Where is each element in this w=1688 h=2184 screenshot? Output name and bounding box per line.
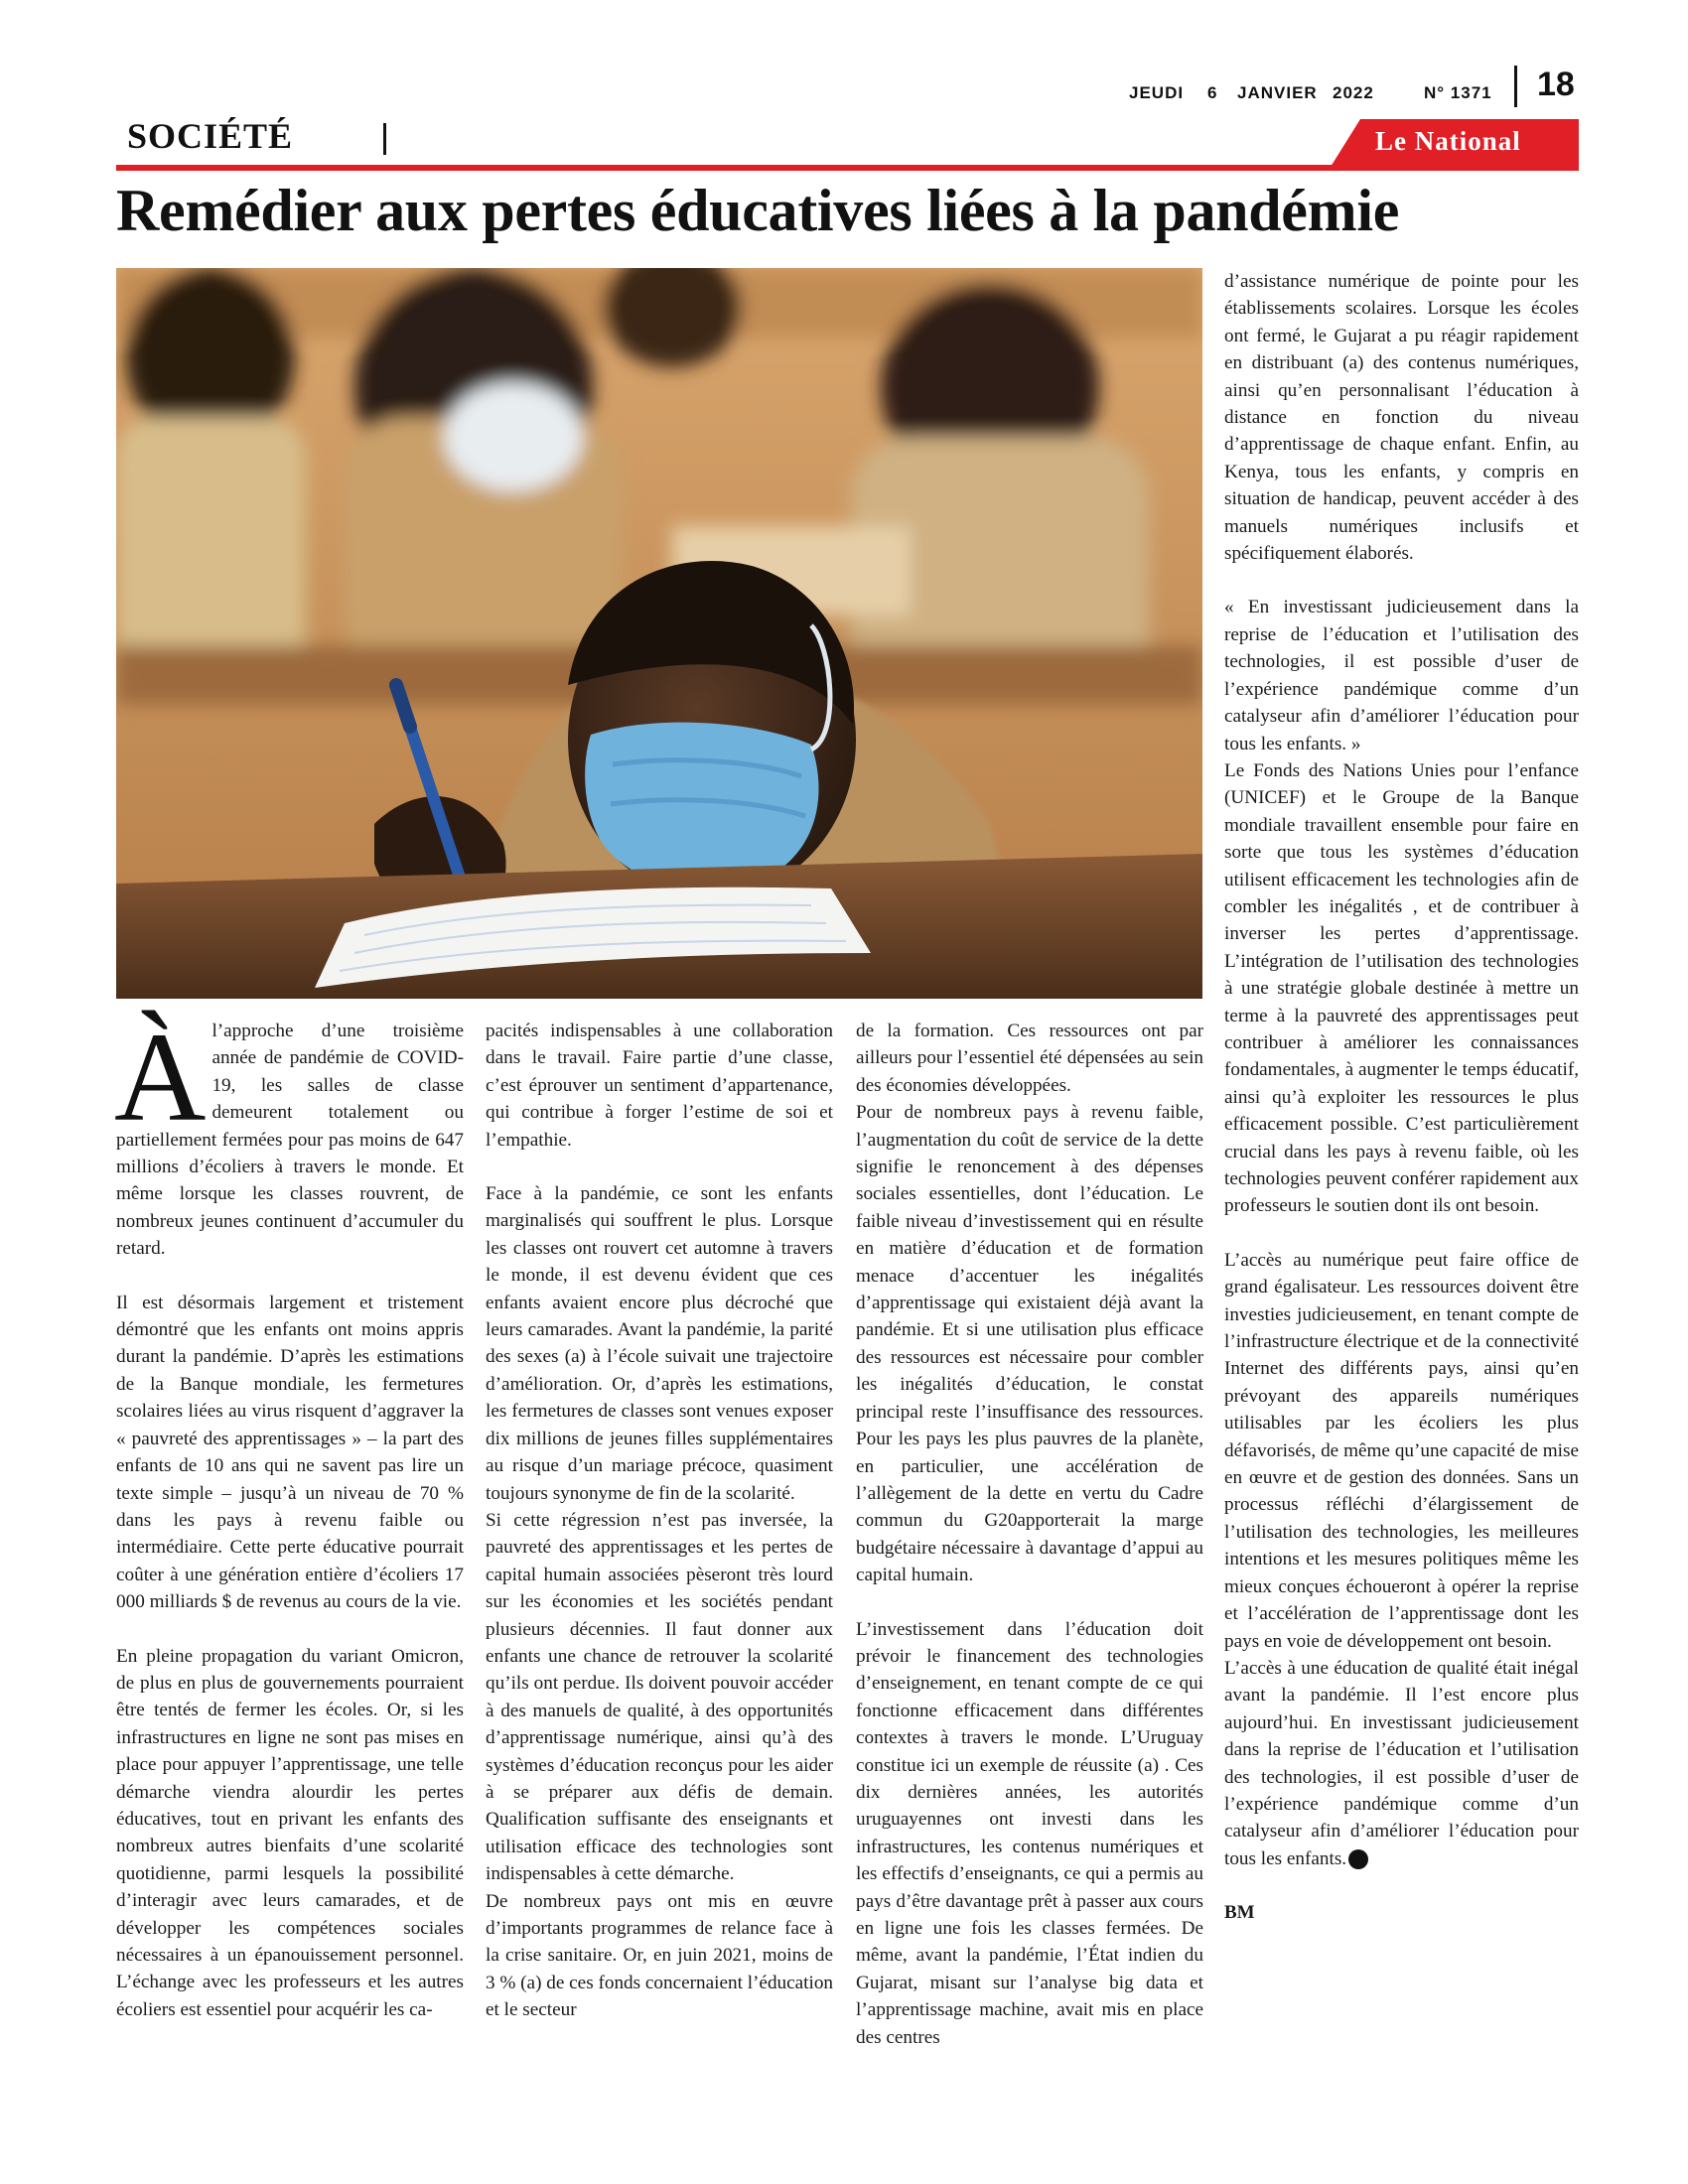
issue-year: 2022	[1333, 83, 1374, 102]
article-column-4	[1224, 268, 1579, 1927]
paragraph: L’investissement dans l’éducation doit prévoir le financement des technologies d’enseignement, en tenant compte de ce qui fonctionne efficacement dans différentes contextes à travers le monde. L’Uruguay constitue ici un exemple de réussite (a) . Ces dix dernières années, les autorités uruguayennes ont investi dans les infrastructures, les contenus numériques et les effectifs d’enseignants, ce qui a permis au pays d’être davantage prêt à passer aux cours en ligne une fois les classes fermées. De même, avant la pandémie, l’État indien du Gujarat, misant sur l’analyse big data et l’apprentissage machine, avait mis en place des centres	[856, 1618, 1203, 2048]
paragraph: L’accès à une éducation de qualité était inégal avant la pandémie. Il l’est encore plus aujourd’hui. En investissant judicieusement dans la reprise de l’éducation et l’utilisation des technologies, il est possible d’user de l’expérience pandémique comme d’un catalyseur afin d’améliorer l’éducation pour tous les enfants.	[1224, 1657, 1579, 1869]
paragraph: pacités indispensables à une collaboration dans le travail. Faire partie d’une classe, c’est éprouver un sentiment d’appartenance, qui contribue à forger l’estime de soi et l’empathie.	[486, 1021, 833, 1151]
paragraph: En pleine propagation du variant Omicron, de plus en plus de gouvernements pourraient être tentés de fermer les écoles. Or, si les infrastructures en ligne ne sont pas mises en place pour appuyer l’apprentissage, une telle démarche viendra alourdir les pertes éducatives, tout en privant les enfants des nombreux autres bienfaits d’une scolarité quotidienne, parmi lesquels la possibilité d’interagir avec leurs camarades, et de développer les compétences sociales nécessaires à un épanouissement personnel. L’échange avec les professeurs et les autres écoliers est essentiel pour acquérir les ca-	[116, 1645, 464, 2020]
article-title: Remédier aux pertes éducatives liées à la pandémie	[116, 178, 1400, 243]
paragraph: L’accès au numérique peut faire office de grand égalisateur. Les ressources doivent être investies judicieusement, en tenant compte de l’infrastructure électrique et de la connectivité Internet des différents pays, ainsi qu’en prévoyant des appareils numériques utilisables par les écoliers les plus défavorisés, de même qu’une capacité de mise en œuvre et de gestion des données. Sans un processus réfléchi d’élargissement de l’utilisation des technologies, les meilleures intentions et les mesures politiques même les mieux conçues échoueront à opérer la reprise et l’accélération de l’apprentissage dont les pays en voie de développement ont besoin.	[1224, 1249, 1579, 1652]
issue-month: JANVIER	[1237, 83, 1318, 102]
paragraph: Il est désormais largement et tristement démontré que les enfants ont moins appris durant la pandémie. D’après les estimations de la Banque mondiale, les fermetures scolaires liées au virus risquent d’aggraver la « pauvreté des apprentissages » – la part des enfants de 10 ans qui ne savent pas lire un texte simple – jusqu’à un niveau de 70 % dans les pays à revenu faible ou intermédiaire. Cette perte éducative pourrait coûter à une génération entière d’écoliers 17 000 milliards $ de revenus au cours de la vie.	[116, 1292, 464, 1613]
article-column-2	[486, 1018, 833, 2024]
header-rule	[116, 165, 1579, 171]
issue-day: JEUDI	[1129, 83, 1185, 102]
end-of-article-mark	[1348, 1849, 1368, 1869]
paragraph: de la formation. Ces ressources ont par ailleurs pour l’essentiel été dépensées au sein des économies développées.	[856, 1021, 1203, 1096]
paragraph: l’approche d’une troisième année de pandémie de COVID-19, les salles de classe demeurent totalement ou partiellement fermées pour pas moins de 647 millions d’écoliers à travers le monde. Et même lorsque les classes rouvrent, de nombreux jeunes continuent d’accumuler du retard.	[116, 1021, 464, 1260]
paragraph: d’assistance numérique de pointe pour les établissements scolaires. Lorsque les écoles ont fermé, le Gujarat a pu réagir rapidement en distribuant (a) des contenus numériques, ainsi qu’en personnalisant l’éducation à distance en fonction du niveau d’apprentissage de chaque enfant. Enfin, au Kenya, tous les enfants, y compris en situation de handicap, peuvent accéder à des manuels numériques inclusifs et spécifiquement élaborés.	[1224, 271, 1579, 565]
pull-quote: « En investissant judicieusement dans la reprise de l’éducation et l’utilisation des technologies, il est possible d’user de l’expérience pandémique comme d’un catalyseur afin d’améliorer l’éducation pour tous les enfants. »	[1224, 597, 1579, 754]
page-number: 18	[1537, 66, 1575, 103]
section-divider	[383, 123, 386, 155]
header-divider	[1514, 66, 1517, 107]
paragraph: Si cette régression n’est pas inversée, la pauvreté des apprentissages et les pertes de capital humain associées pèseront très lourd sur les économies et les sociétés pendant plusieurs décennies. Il faut donner aux enfants une chance de retrouver la scolarité qu’ils ont perdue. Ils doivent pouvoir accéder à des manuels de qualité, à des opportunités d’apprentissage numérique, ainsi qu’à des systèmes d’éducation reconçus pour les aider à se préparer aux défis de demain. Qualification suffisante des enseignants et utilisation efficace des technologies sont indispensables à cette démarche.	[486, 1509, 833, 1885]
issue-date-num: 6	[1207, 83, 1218, 102]
article-photo	[116, 268, 1202, 999]
article-column-3	[856, 1018, 1203, 2051]
brand-name: Le National	[1375, 126, 1521, 156]
drop-cap: À	[114, 1007, 207, 1148]
paragraph: De nombreux pays ont mis en œuvre d’importants programmes de relance face à la crise sanitaire. Or, en juin 2021, moins de 3 % (a) de ces fonds concernaient l’éducation et le secteur	[486, 1890, 834, 2021]
byline: BM	[1224, 1902, 1255, 1924]
paragraph: Pour de nombreux pays à revenu faible, l’augmentation du coût de service de la dette signifie le renoncement à des dépenses sociales essentielles, dont l’éducation. Le faible niveau d’investissement qui en résulte en matière d’éducation et de formation menace d’accentuer les inégalités d’apprentissage qui existaient déjà avant la pandémie. Et si une utilisation plus efficace des ressources est nécessaire pour combler les inégalités d’éducation, le constat principal reste l’insuffisance des ressources. Pour les pays les plus pauvres de la planète, en particulier, une accélération de l’allègement de la dette en vertu du Cadre commun du G20apporterait la marge budgétaire nécessaire à davantage d’appui au capital humain.	[856, 1102, 1203, 1586]
paragraph: Face à la pandémie, ce sont les enfants marginalisés qui souffrent le plus. Lorsque les classes ont rouvert cet automne à travers le monde, il est devenu évident que ces enfants avaient encore plus décroché que leurs camarades. Avant la pandémie, la parité des sexes (a) à l’école suivait une trajectoire d’amélioration. Or, d’après les estimations, les fermetures de classes sont venues exposer dix millions de jeunes filles supplémentaires au risque d’un mariage précoce, quasiment toujours synonyme de fin de la scolarité.	[486, 1183, 833, 1504]
section-label: SOCIÉTÉ	[127, 116, 294, 156]
issue-number: N° 1371	[1424, 83, 1492, 102]
article-column-1	[114, 1007, 464, 2023]
paragraph: Le Fonds des Nations Unies pour l’enfance (UNICEF) et le Groupe de la Banque mondiale travaillent ensemble pour faire en sorte que tous les systèmes d’éducation utilisent efficacement les technologies afin de combler les inégalités , et de contribuer à inverser les pertes d’apprentissage. L’intégration de l’utilisation des technologies à une stratégie globale destinée à mettre un terme à la pauvreté des apprentissages peut contribuer à améliorer les connaissances fondamentales, à augmenter le temps éducatif, ainsi qu’à exploiter les ressources le plus efficacement possible. C’est particulièrement crucial dans les pays à revenu faible, où les technologies peuvent conférer rapidement aux professeurs le soutien dont ils ont besoin.	[1224, 759, 1579, 1217]
